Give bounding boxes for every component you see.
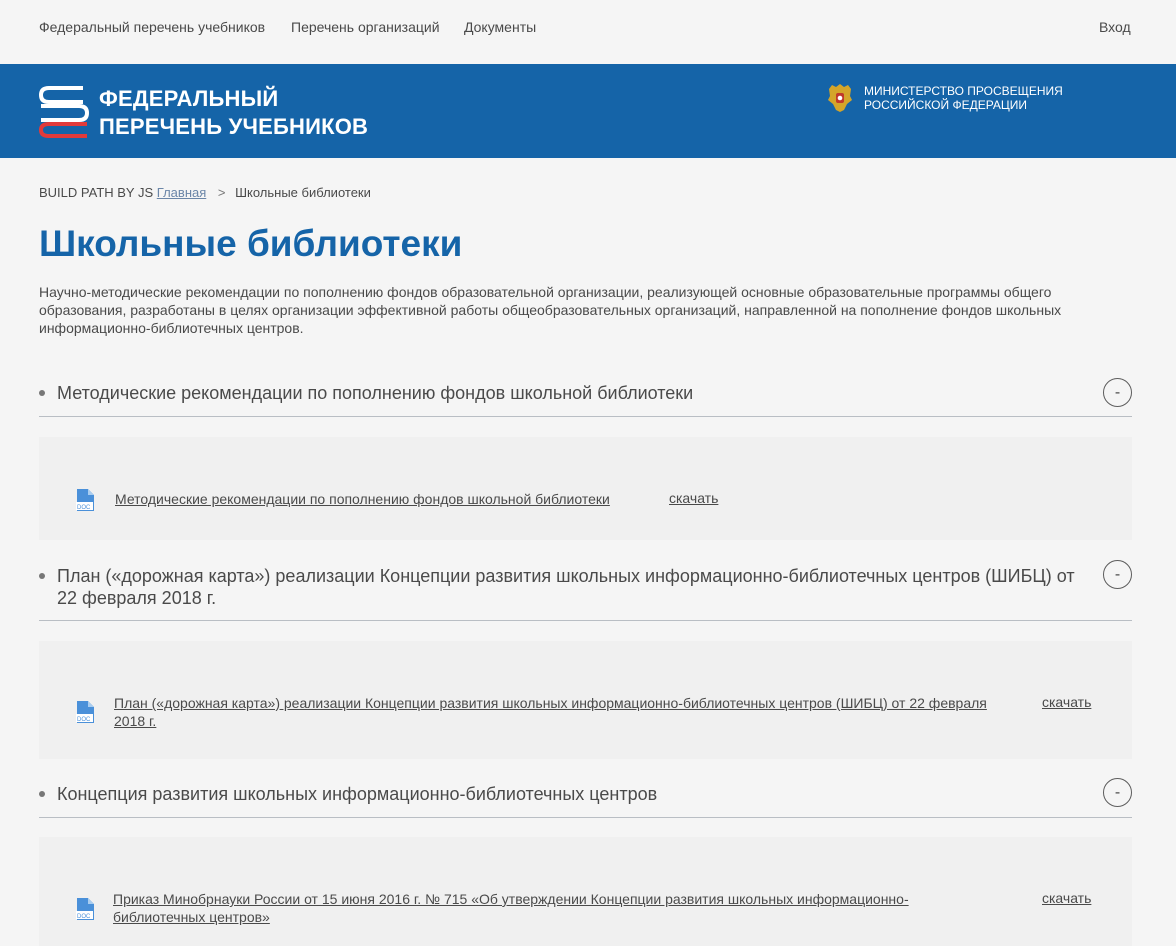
logo-line-1: ФЕДЕРАЛЬНЫЙ bbox=[99, 86, 279, 111]
accordion-body-methodical bbox=[39, 437, 1132, 540]
ministry-line-1: МИНИСТЕРСТВО ПРОСВЕЩЕНИЯ bbox=[864, 84, 1063, 98]
breadcrumb-prefix: BUILD PATH BY JS bbox=[39, 185, 154, 200]
breadcrumb-separator-icon: > bbox=[217, 185, 226, 200]
ministry-title bbox=[864, 84, 1063, 112]
accordion-header-methodical[interactable] bbox=[39, 374, 1132, 417]
accordion-header-roadmap[interactable] bbox=[39, 556, 1132, 621]
top-navigation bbox=[0, 0, 1176, 64]
collapse-button[interactable]: - bbox=[1103, 778, 1132, 807]
document-link[interactable]: Приказ Минобрнауки России от 15 июня 2016 г. № 715 «Об утверждении Концепции развития школьных информационно-библиотечных центров» bbox=[113, 891, 909, 925]
accordion-body-concept bbox=[39, 837, 1132, 946]
bullet-icon bbox=[39, 791, 45, 797]
doc-file-icon bbox=[75, 700, 95, 724]
login-link[interactable]: Вход bbox=[1099, 19, 1131, 35]
accordion-title: План («дорожная карта») реализации Концепции развития школьных информационно-библиотечных центров (ШИБЦ) от 22 февраля 2018 г. bbox=[57, 566, 1075, 608]
coat-of-arms-icon bbox=[826, 82, 854, 114]
bullet-icon bbox=[39, 573, 45, 579]
site-banner bbox=[0, 64, 1176, 158]
collapse-button[interactable]: - bbox=[1103, 378, 1132, 407]
site-logo-text[interactable] bbox=[99, 85, 368, 141]
download-link[interactable]: скачать bbox=[669, 490, 719, 506]
nav-organizations[interactable]: Перечень организаций bbox=[291, 19, 440, 35]
document-link[interactable]: Методические рекомендации по пополнению фондов школьной библиотеки bbox=[115, 491, 610, 507]
accordion-body-roadmap bbox=[39, 641, 1132, 759]
accordion-header-concept[interactable] bbox=[39, 775, 1132, 818]
nav-documents[interactable]: Документы bbox=[464, 19, 537, 35]
accordion-title: Методические рекомендации по пополнению фондов школьной библиотеки bbox=[57, 383, 694, 403]
breadcrumb-home-link[interactable]: Главная bbox=[156, 185, 207, 200]
accordion-title: Концепция развития школьных информационно-библиотечных центров bbox=[57, 784, 658, 804]
doc-file-icon bbox=[75, 488, 95, 512]
download-link[interactable]: скачать bbox=[1042, 890, 1092, 906]
svg-text:DOC: DOC bbox=[77, 914, 91, 920]
breadcrumb bbox=[39, 185, 371, 200]
nav-federal-list[interactable]: Федеральный перечень учебников bbox=[39, 19, 266, 35]
books-logo-icon[interactable] bbox=[39, 84, 89, 138]
download-link[interactable]: скачать bbox=[1042, 694, 1092, 710]
page-title: Школьные библиотеки bbox=[39, 223, 463, 264]
svg-text:DOC: DOC bbox=[77, 505, 91, 511]
bullet-icon bbox=[39, 390, 45, 396]
intro-text: Научно-методические рекомендации по пополнению фондов образовательной организации, реализующей основные образовательные программы общего образования, разработаны в целях организации эффективной работы общеобразовательных организаций, направленной на пополнение фондов школьных информационно-библиотечных центров. bbox=[39, 284, 1062, 336]
breadcrumb-current: Школьные библиотеки bbox=[235, 185, 371, 200]
ministry-line-2: РОССИЙСКОЙ ФЕДЕРАЦИИ bbox=[864, 98, 1028, 112]
document-link[interactable]: План («дорожная карта») реализации Концепции развития школьных информационно-библиотечных центров (ШИБЦ) от 22 февраля 2018 г. bbox=[114, 695, 987, 729]
svg-text:DOC: DOC bbox=[77, 717, 91, 723]
collapse-button[interactable]: - bbox=[1103, 560, 1132, 589]
logo-line-2: ПЕРЕЧЕНЬ УЧЕБНИКОВ bbox=[99, 114, 369, 139]
doc-file-icon bbox=[75, 897, 95, 921]
